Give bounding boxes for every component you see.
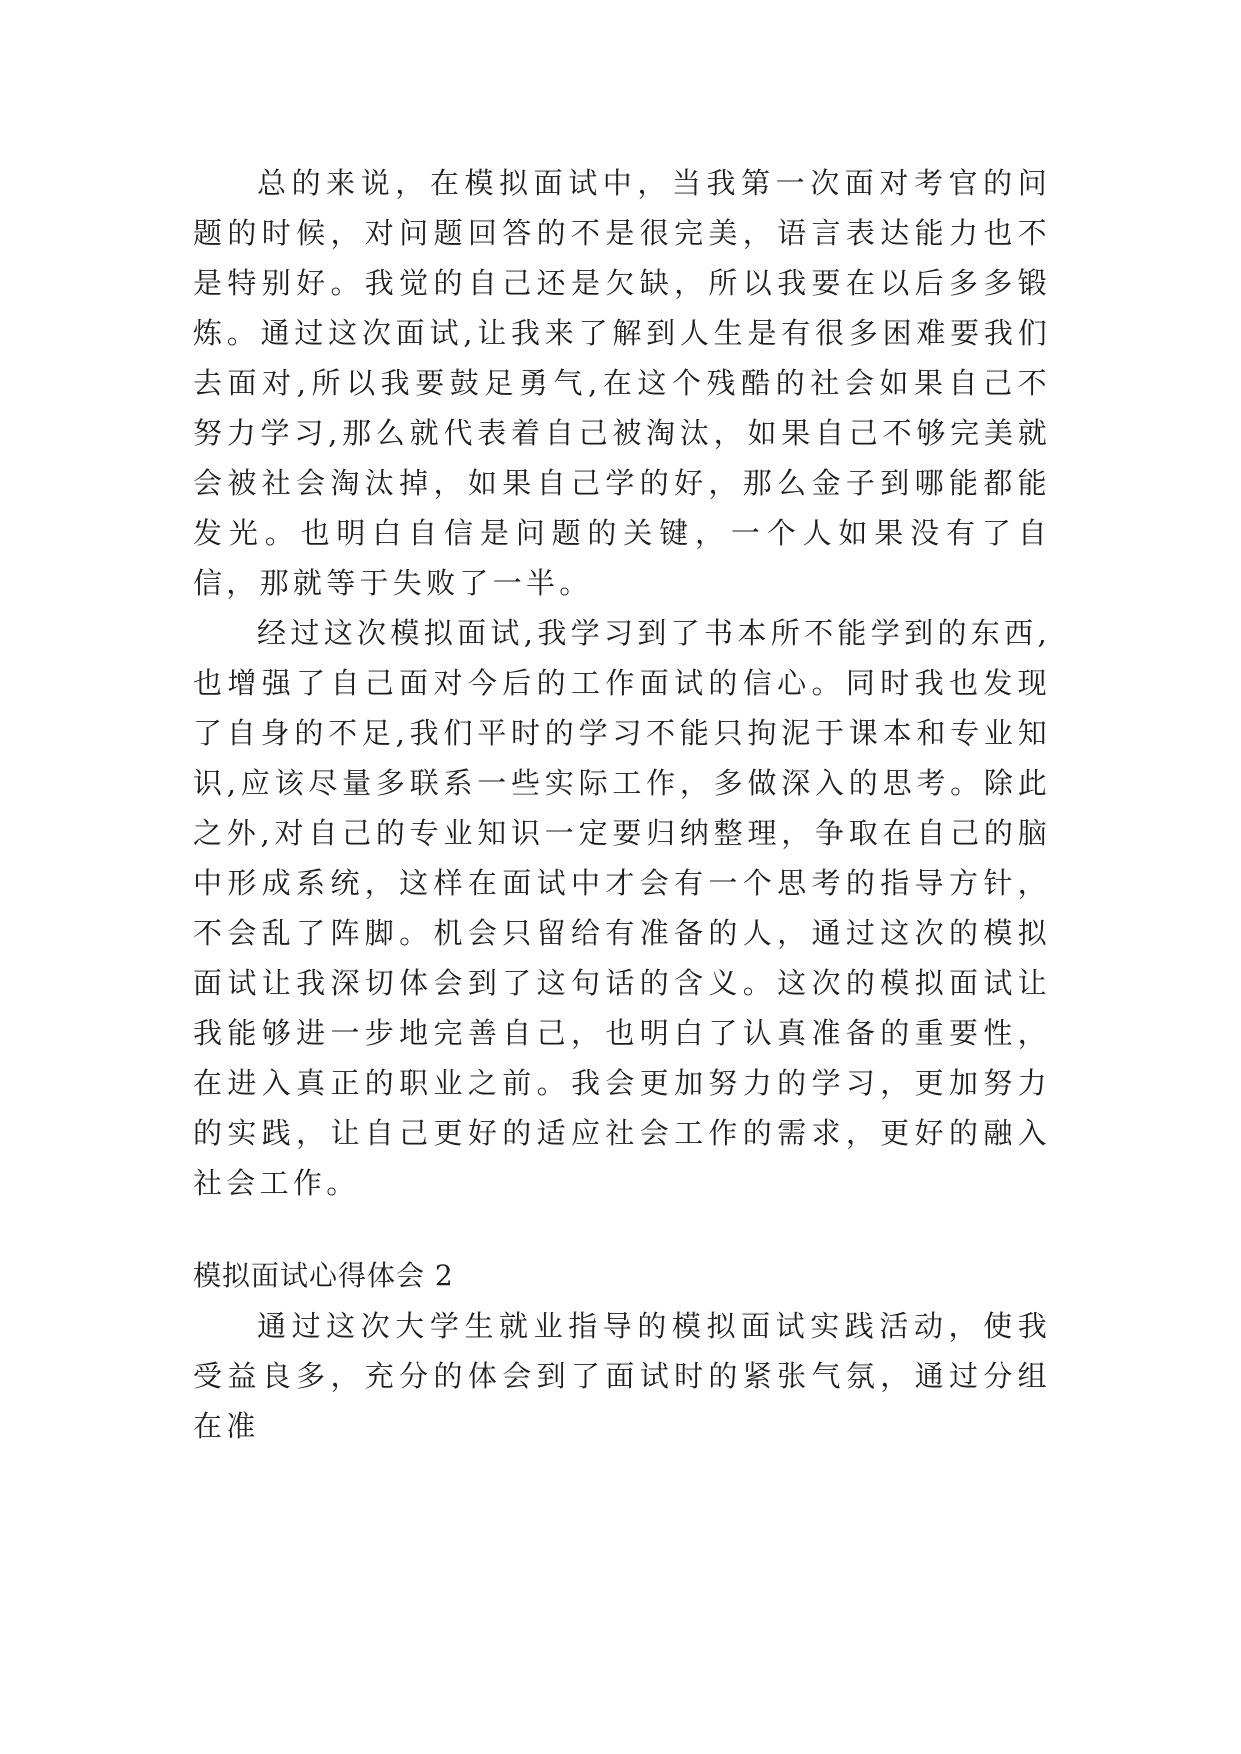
paragraph: 经过这次模拟面试,我学习到了书本所不能学到的东西,也增强了自己面对今后的工作面试的信心。同时我也发现了自身的不足,我们平时的学习不能只拘泥于课本和专业知识,应该尽量多联系一些实际工作，多做深入的思考。除此之外,对自己的专业知识一定要归纳整理，争取在自己的脑中形成系统，这样在面试中才会有一个思考的指导方针，不会乱了阵脚。机会只留给有准备的人，通过这次的模拟面试让我深切体会到了这句话的含义。这次的模拟面试让我能够进一步地完善自己，也明白了认真准备的重要性，在进入真正的职业之前。我会更加努力的学习，更加努力的实践，让自己更好的适应社会工作的需求，更好的融入社会工作。 (193, 616, 1051, 1200)
section-paragraph: 通过这次大学生就业指导的模拟面试实践活动，使我受益良多，充分的体会到了面试时的紧张气氛，通过分组在准 (193, 1309, 1051, 1443)
section-heading: 模拟面试心得体会 2 (193, 1259, 454, 1292)
paragraph: 总的来说，在模拟面试中，当我第一次面对考官的问题的时候，对问题回答的不是很完美，语言表达能力也不是特别好。我觉的自己还是欠缺，所以我要在以后多多锻炼。通过这次面试,让我来了解到人生是有很多困难要我们去面对,所以我要鼓足勇气,在这个残酷的社会如果自己不努力学习,那么就代表着自己被淘汰，如果自己不够完美就会被社会淘汰掉，如果自己学的好，那么金子到哪能都能发光。也明白自信是问题的关键，一个人如果没有了自信，那就等于失败了一半。 (193, 166, 1051, 600)
document-body (193, 158, 1051, 1451)
